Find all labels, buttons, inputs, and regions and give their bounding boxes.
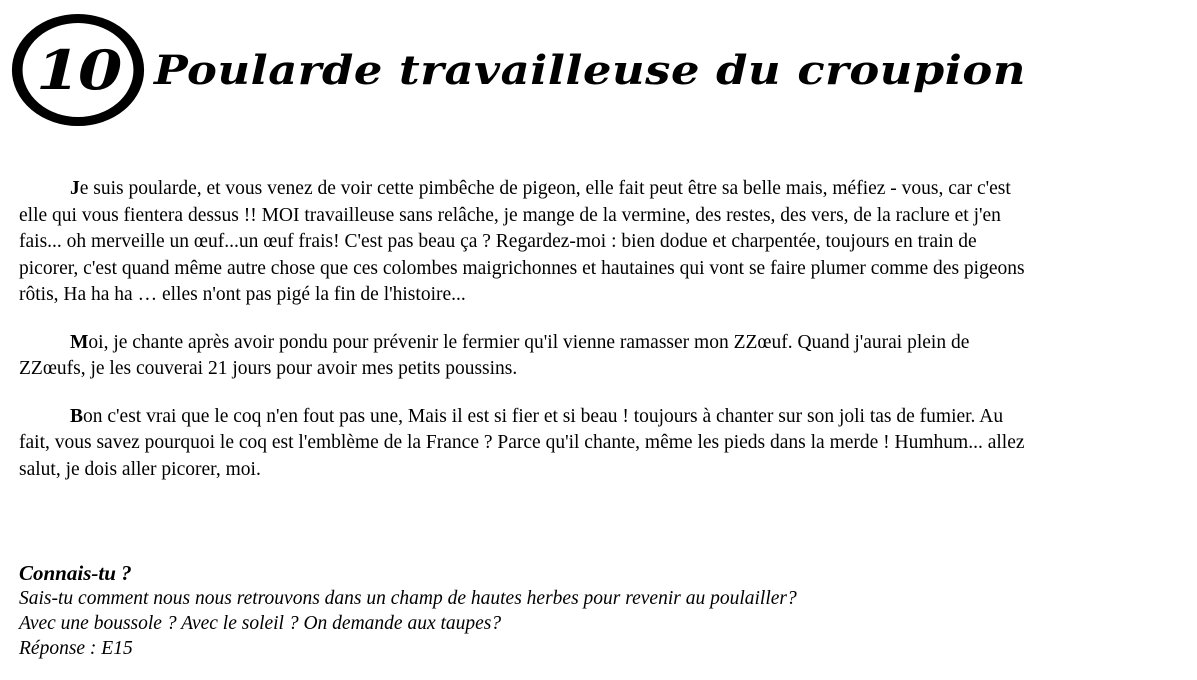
quiz-box (19, 560, 1019, 661)
paragraph-3 (19, 404, 1029, 484)
paragraph-1 (19, 176, 1029, 309)
paragraph-2-initial: M (70, 331, 89, 353)
chapter-title: Poularde travailleuse du croupion (154, 46, 1026, 94)
paragraph-1-text: e suis poularde, et vous venez de voir cette pimbêche de pigeon, elle fait peut être sa belle mais, méfiez - vous, car c'est elle qui vous fientera dessus !! MOI travailleuse sans relâche, je mange de la vermine, des restes, des vers, de la raclure et j'en fais... oh merveille un œuf...un œuf frais! C'est pas beau ça ? Regardez-moi : bien dodue et charpentée, toujours en train de picorer, c'est quand même autre chose que ces colombes maigrichonnes et hautaines qui vont se faire plumer comme des pigeons rôtis, Ha ha ha … elles n'ont pas pigé la fin de l'histoire... (19, 178, 1025, 305)
chapter-number-badge (12, 14, 144, 126)
quiz-options: Avec une boussole ? Avec le soleil ? On demande aux taupes? (19, 613, 502, 634)
paragraph-2 (19, 330, 1029, 383)
quiz-title: Connais-tu ? (19, 561, 132, 585)
quiz-answer: Réponse : E15 (19, 638, 133, 659)
chapter-header (22, 6, 1026, 134)
story-body (19, 176, 1029, 504)
paragraph-3-initial: B (70, 405, 84, 427)
paragraph-1-initial: J (70, 178, 80, 199)
paragraph-3-text: on c'est vrai que le coq n'en fout pas une, Mais il est si fier et si beau ! toujours à chanter sur son joli tas de fumier. Au fait, vous savez pourquoi le coq est l'emblème de la France ? Parce qu'il chante, même les pieds dans la merde ! Humhum... allez salut, je dois aller picorer, moi. (19, 405, 1025, 480)
paragraph-2-text: oi, je chante après avoir pondu pour prévenir le fermier qu'il vienne ramasser mon ZZœuf. Quand j'aurai plein de ZZœufs, je les couverai 21 jours pour avoir mes petits poussins. (19, 331, 970, 379)
quiz-question: Sais-tu comment nous nous retrouvons dans un champ de hautes herbes pour revenir au poulailler? (19, 588, 797, 609)
chapter-number: 10 (36, 38, 120, 102)
